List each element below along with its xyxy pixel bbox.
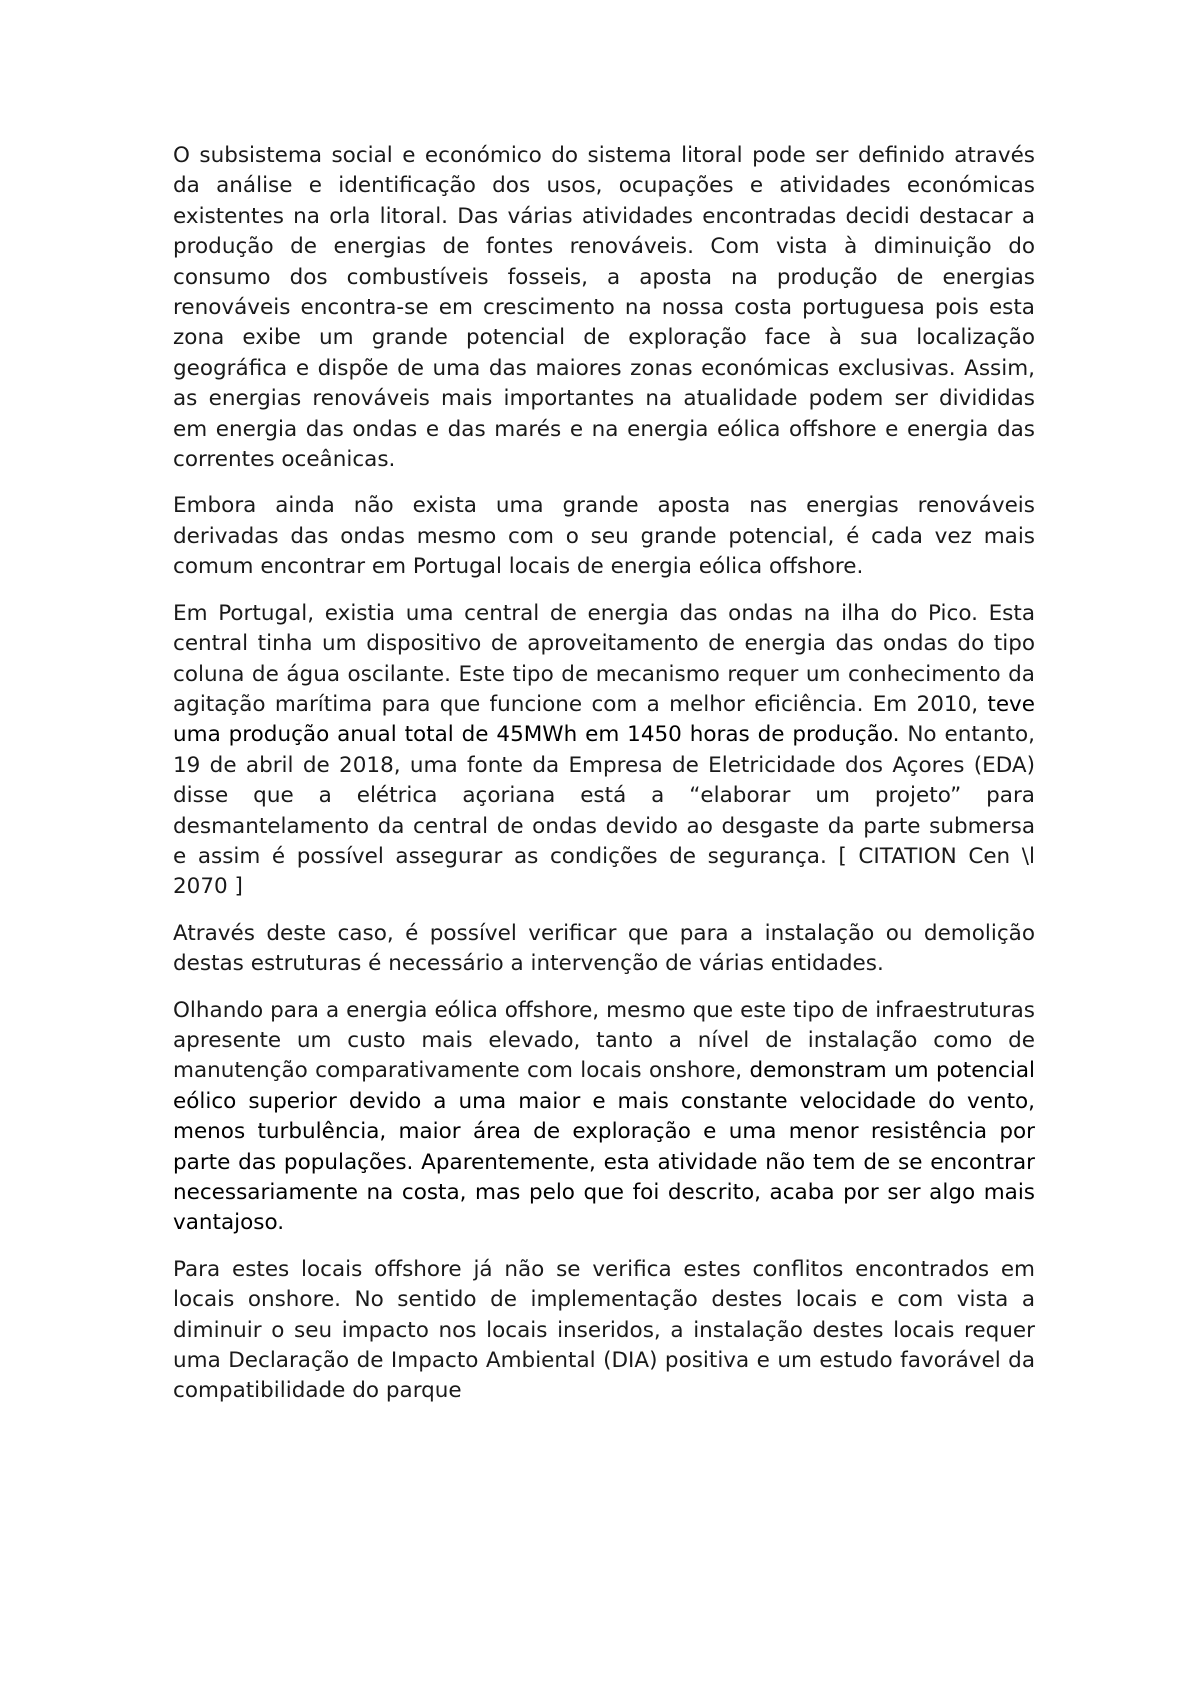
- document-body: [173, 141, 1035, 1423]
- paragraph-offshore-conflicts: Para estes locais offshore já não se verifica estes conflitos encontrados em locais onshore. No sentido de implementação destes locais e com vista a diminuir o seu impacto nos locais inseridos, a instalação destes locais requer uma Declaração de Impacto Ambiental (DIA) positiva e um estudo favorável da compatibilidade do parque: [173, 1256, 1035, 1404]
- pico-production-highlight: teve uma produção anual total de 45MWh em 1450 horas de produção.: [173, 691, 1035, 748]
- pico-text-end: No entanto, 19 de abril de 2018, uma fonte da Empresa de Eletricidade dos Açores (EDA) disse que a elétrica açoriana está a “elaborar um projeto” para desmantelamento da central de ondas devido ao desgaste da parte submersa e assim é possível assegurar as condições de segurança. [ CITATION Cen \l 2070 ]: [173, 722, 1035, 900]
- paragraph-pico-wave-plant: [173, 599, 1035, 903]
- pico-text-start: Em Portugal, existia uma central de energia das ondas na ilha do Pico. Esta central tinha um dispositivo de aproveitamento de energia das ondas do tipo coluna de água oscilante. Este tipo de mecanismo requer um conhecimento da agitação marítima para que funcione com a melhor eficiência. Em 2010,: [173, 600, 1035, 717]
- paragraph-offshore-wind: [173, 996, 1035, 1239]
- offshore-advantages-highlight: demonstram um potencial eólico superior devido a uma maior e mais constante velocidade do vento, menos turbulência, maior área de exploração e uma menor resistência por parte das populações. Aparentemente, esta atividade não tem de se encontrar necessariamente na costa, mas pelo que foi descrito, acaba por ser algo mais vantajoso.: [173, 1058, 1035, 1236]
- paragraph-entities: Através deste caso, é possível verificar que para a instalação ou demolição destas estruturas é necessário a intervenção de várias entidades.: [173, 920, 1035, 977]
- paragraph-litoral-subsystem: O subsistema social e económico do sistema litoral pode ser definido através da análise e identificação dos usos, ocupações e atividades económicas existentes na orla litoral. Das várias atividades encontradas decidi destacar a produção de energias de fontes renováveis. Com vista à diminuição do consumo dos combustíveis fosseis, a aposta na produção de energias renováveis encontra-se em crescimento na nossa costa portuguesa pois esta zona exibe um grande potencial de exploração face à sua localização geográfica e dispõe de uma das maiores zonas económicas exclusivas. Assim, as energias renováveis mais importantes na atualidade podem ser divididas em energia das ondas e das marés e na energia eólica offshore e energia das correntes oceânicas.: [173, 143, 1035, 473]
- paragraph-wave-energy-investment: Embora ainda não exista uma grande aposta nas energias renováveis derivadas das ondas mesmo com o seu grande potencial, é cada vez mais comum encontrar em Portugal locais de energia eólica offshore.: [173, 493, 1035, 580]
- offshore-text-start: Olhando para a energia eólica offshore, mesmo que este tipo de infraestruturas apresente um custo mais elevado, tanto a nível de instalação como de manutenção comparativamente com locais onshore,: [173, 997, 1035, 1084]
